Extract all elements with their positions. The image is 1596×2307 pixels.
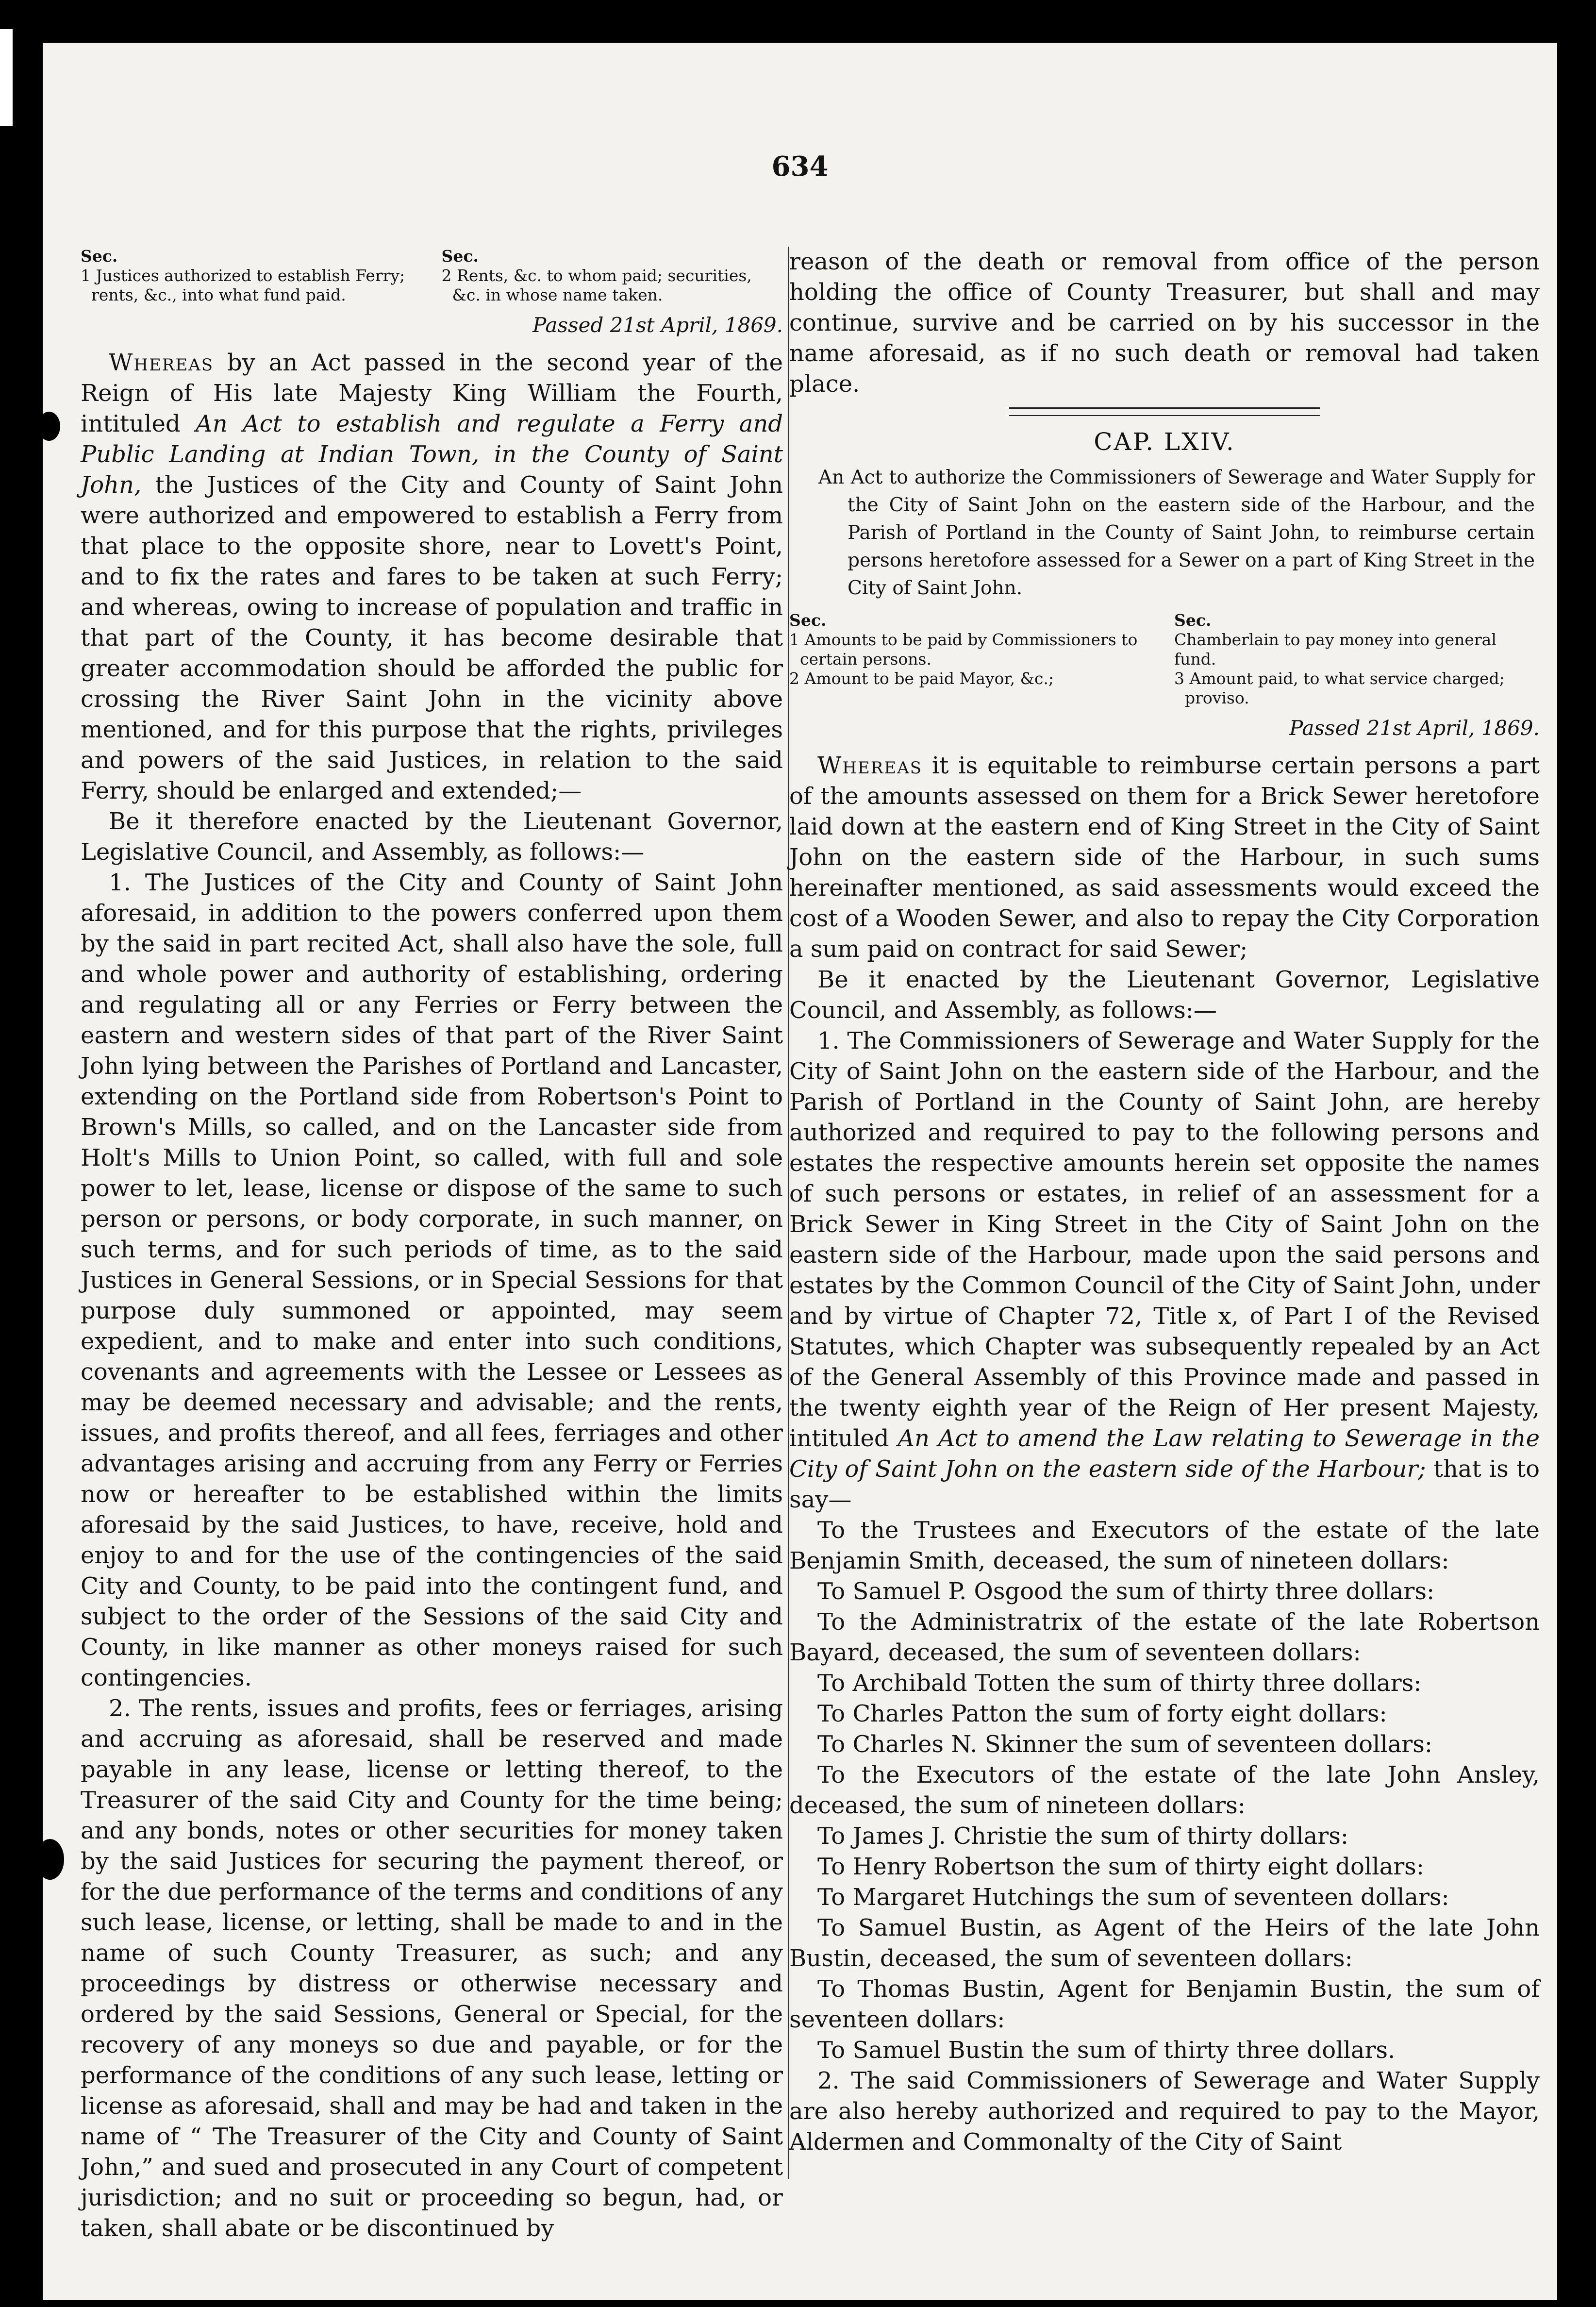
toc-head: Sec.	[81, 247, 118, 266]
section-2: 2. The rents, issues and profits, fees or ferriages, arising and accruing as aforesaid, shall be reserved and made payable in any lease, license or letting thereof, to the Treasurer of the said City and County for the time being; and any bonds, notes or other securities for money taken by the said Justices for securing the payment thereof, or for the due performance of the terms and conditions of any such lease, license, or letting, shall be made to and in the name of such County Treasurer, as such; and any proceedings by distress or otherwise necessary and ordered by the said Sessions, General or Special, for the recovery of any moneys so due and payable, or for the performance of the conditions of any such lease, letting or license as aforesaid, shall and may be had and taken in the name of “ The Treasurer of the City and County of Saint John,” and sued and prosecuted in any Court of competent jurisdiction; and no suit or proceeding so begun, had, or taken, shall abate or be discontinued by	[81, 1695, 783, 2242]
ink-blot	[38, 412, 60, 441]
chapter-rule	[1009, 407, 1320, 416]
preamble: Whereas by an Act passed in the second year of the Reign of His late Majesty King William the Fourth, intituled An Act to establish and regulate a Ferry and Public Landing at Indian Town, in the County of Saint John, the Justices of the City and County of Saint John were authorized and empowered to establish a Ferry from that place to the opposite shore, near to Lovett's Point, and to fix the rates and fares to be taken at such Ferry; and whereas, owing to increase of population and traffic in that part of the County, it has become desirable that greater accommodation should be afforded the public for crossing the River Saint John in the vicinity above mentioned, and for this purpose that the rights, privileges and powers of the said Justices, in relation to the said Ferry, should be enlarged and extended;—	[81, 349, 783, 804]
scan-edge-mark	[0, 29, 13, 126]
continued-text: reason of the death or removal from office of the person holding the office of County Treasurer, but shall and may continue, survive and be carried on by his successor in the name aforesaid, as if no such death or removal had taken place.	[789, 248, 1540, 398]
enacting-clause: Be it enacted by the Lieutenant Governor, Legislative Council, and Assembly, as follows:—	[789, 966, 1540, 1024]
section-index	[81, 247, 783, 305]
payment-item: To Margaret Hutchings the sum of seventeen dollars:	[817, 1884, 1449, 1911]
toc-entry: 3 Amount paid, to what service charged; proviso.	[1174, 669, 1505, 707]
toc-head: Sec.	[789, 611, 827, 630]
section-2: 2. The said Commissioners of Sewerage and Water Supply are also hereby authorized and required to pay to the Mayor, Aldermen and Commonalty of the City of Saint	[789, 2067, 1540, 2156]
payment-item: To Samuel Bustin the sum of thirty three dollars.	[817, 2037, 1396, 2064]
section-index	[789, 611, 1540, 708]
toc-entry: 1 Amounts to be paid by Commissioners to certain persons.	[789, 630, 1138, 669]
payment-item: To the Trustees and Executors of the estate of the late Benjamin Smith, deceased, the sum of nineteen dollars:	[789, 1517, 1540, 1574]
payment-item: To Samuel P. Osgood the sum of thirty three dollars:	[817, 1578, 1435, 1605]
page-number: 634	[771, 150, 829, 183]
toc-entry: Chamberlain to pay money into general fund.	[1174, 630, 1496, 669]
document-page	[43, 43, 1557, 2300]
toc-head: Sec.	[1174, 611, 1212, 630]
right-column	[789, 247, 1540, 2157]
ink-blot	[36, 1839, 64, 1880]
payment-item: To Henry Robertson the sum of thirty eight dollars:	[817, 1853, 1424, 1880]
payment-item: To Thomas Bustin, Agent for Benjamin Bustin, the sum of seventeen dollars:	[789, 1975, 1540, 2033]
preamble: Whereas it is equitable to reimburse certain persons a part of the amounts assessed on them for a Brick Sewer heretofore laid down at the eastern end of King Street in the City of Saint John on the eastern side of the Harbour, in such sums hereinafter mentioned, as said assessments would exceed the cost of a Wooden Sewer, and also to repay the City Corporation a sum paid on contract for said Sewer;	[789, 752, 1540, 963]
payment-item: To the Administratrix of the estate of the late Robertson Bayard, deceased, the sum of seventeen dollars:	[789, 1608, 1540, 1666]
payment-item: To James J. Christie the sum of thirty dollars:	[817, 1822, 1348, 1850]
toc-entry: 1 Justices authorized to establish Ferry; rents, &c., into what fund paid.	[81, 266, 405, 304]
left-column	[81, 247, 783, 2244]
chapter-summary: An Act to authorize the Commissioners of Sewerage and Water Supply for the City of Saint John on the eastern side of the Harbour, and the Parish of Portland in the County of Saint John, to reimburse certain persons heretofore assessed for a Sewer on a part of King Street in the City of Saint John.	[818, 467, 1535, 599]
passed-date: Passed 21st April, 1869.	[532, 313, 783, 337]
payment-item: To Archibald Totten the sum of thirty three dollars:	[817, 1670, 1422, 1697]
payment-item: To Samuel Bustin, as Agent of the Heirs of the late John Bustin, deceased, the sum of seventeen dollars:	[789, 1914, 1540, 1972]
section-1: 1. The Justices of the City and County of Saint John aforesaid, in addition to the powers conferred upon them by the said in part recited Act, shall also have the sole, full and whole power and authority of establishing, ordering and regulating all or any Ferries or Ferry between the eastern and western sides of that part of the River Saint John lying between the Parishes of Portland and Lancaster, extending on the Portland side from Robertson's Point to Brown's Mills, so called, and on the Lancaster side from Holt's Mills to Union Point, so called, with full and sole power to let, lease, license or dispose of the same to such person or persons, or body corporate, in such manner, on such terms, and for such periods of time, as to the said Justices in General Sessions, or in Special Sessions for that purpose duly summoned or appointed, may seem expedient, and to make and enter into such conditions, covenants and agreements with the Lessee or Lessees as may be deemed necessary and advisable; and the rents, issues, and profits thereof, and all fees, ferriages and other advantages arising and accruing from any Ferry or Ferries now or hereafter to be established within the limits aforesaid by the said Justices, to have, receive, hold and enjoy to and for the use of the contingencies of the said City and County, to be paid into the contingent fund, and subject to the order of the Sessions of the said City and County, in like manner as other moneys raised for such contingencies.	[81, 869, 783, 1691]
toc-entry: 2 Rents, &c. to whom paid; securities, &c. in whose name taken.	[441, 266, 752, 304]
toc-entry: 2 Amount to be paid Mayor, &c.;	[789, 669, 1054, 688]
section-1: 1. The Commissioners of Sewerage and Water Supply for the City of Saint John on the eastern side of the Harbour, and the Parish of Portland in the County of Saint John, are hereby authorized and required to pay to the following persons and estates the respective amounts herein set opposite the names of such persons or estates, in relief of an assessment for a Brick Sewer in King Street in the City of Saint John on the eastern side of the Harbour, made upon the said persons and estates by the Common Council of the City of Saint John, under and by virtue of Chapter 72, Title x, of Part I of the Revised Statutes, which Chapter was subsequently repealed by an Act of the General Assembly of this Province made and passed in the twenty eighth year of the Reign of Her present Majesty, intituled An Act to amend the Law relating to Sewerage in the City of Saint John on the eastern side of the Harbour; that is to say—	[789, 1027, 1540, 1513]
passed-date: Passed 21st April, 1869.	[1289, 716, 1540, 740]
payment-list	[789, 1515, 1540, 2066]
toc-head: Sec.	[441, 247, 479, 266]
enacting-clause: Be it therefore enacted by the Lieutenant Governor, Legislative Council, and Assembly, as follows:—	[81, 808, 783, 866]
payment-item: To Charles N. Skinner the sum of seventeen dollars:	[817, 1731, 1433, 1758]
payment-item: To Charles Patton the sum of forty eight dollars:	[817, 1700, 1387, 1727]
chapter-title: CAP. LXIV.	[1094, 428, 1235, 456]
payment-item: To the Executors of the estate of the late John Ansley, deceased, the sum of nineteen dollars:	[789, 1761, 1540, 1819]
